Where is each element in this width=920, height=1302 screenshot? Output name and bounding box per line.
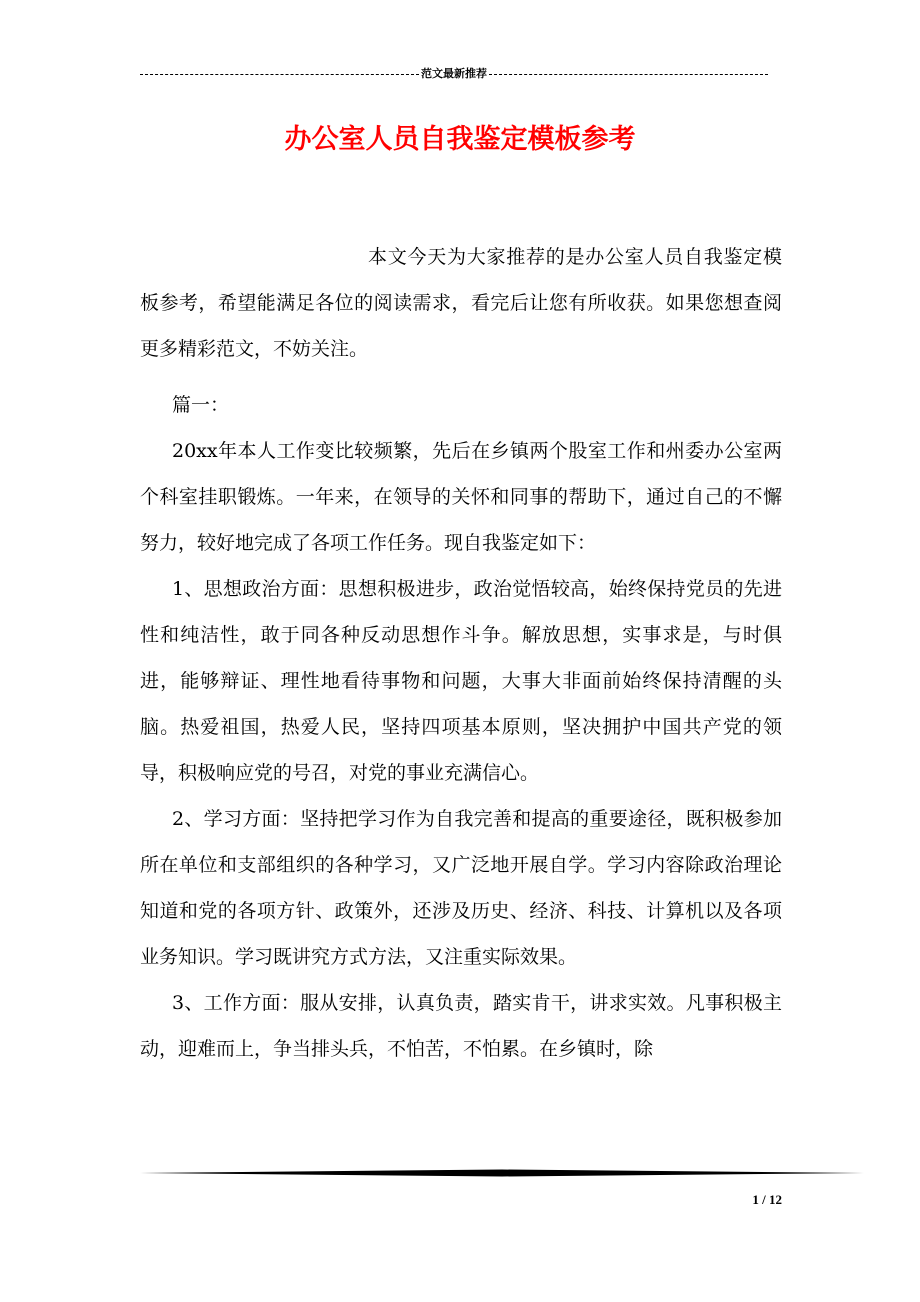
page-header	[140, 66, 768, 82]
body-paragraph-work: 3、工作方面：服从安排，认真负责，踏实肯干，讲求实效。凡事积极主动，迎难而上，争当排头兵，不怕苦，不怕累。在乡镇时，除	[140, 992, 782, 1060]
document-body	[140, 234, 782, 1072]
body-paragraph-ideology: 1、思想政治方面：思想积极进步，政治觉悟较高，始终保持党员的先进性和纯洁性，敢于同各种反动思想作斗争。解放思想，实事求是，与时俱进，能够辩证、理性地看待事物和问题，大事大非面前始终保持清醒的头脑。热爱祖国，热爱人民，坚持四项基本原则，坚决拥护中国共产党的领导，积极响应党的号召，对党的事业充满信心。	[140, 578, 782, 784]
body-paragraph-study: 2、学习方面：坚持把学习作为自我完善和提高的重要途径，既积极参加所在单位和支部组织的各种学习，又广泛地开展自学。学习内容除政治理论知道和党的各项方针、政策外，还涉及历史、经济、科技、计算机以及各项业务知识。学习既讲究方式方法，又注重实际效果。	[140, 808, 782, 968]
header-label: 范文最新推荐	[421, 67, 487, 80]
intro-paragraph: 本文今天为大家推荐的是办公室人员自我鉴定模板参考，希望能满足各位的阅读需求，看完后让您有所收获。如果您想查阅更多精彩范文，不妨关注。	[140, 246, 782, 360]
header-dashes-right	[489, 74, 768, 75]
body-paragraph-overview: 20xx年本人工作变比较频繁，先后在乡镇两个股室工作和州委办公室两个科室挂职锻炼。一年来，在领导的关怀和同事的帮助下，通过自己的不懈努力，较好地完成了各项工作任务。现自我鉴定如下：	[140, 440, 782, 554]
section-heading: 篇一：	[172, 394, 230, 416]
header-dashes-left	[140, 74, 419, 75]
footer-rule	[140, 1168, 864, 1178]
page-number: 1 / 12	[752, 1192, 782, 1207]
document-title: 办公室人员自我鉴定模板参考	[284, 124, 636, 155]
